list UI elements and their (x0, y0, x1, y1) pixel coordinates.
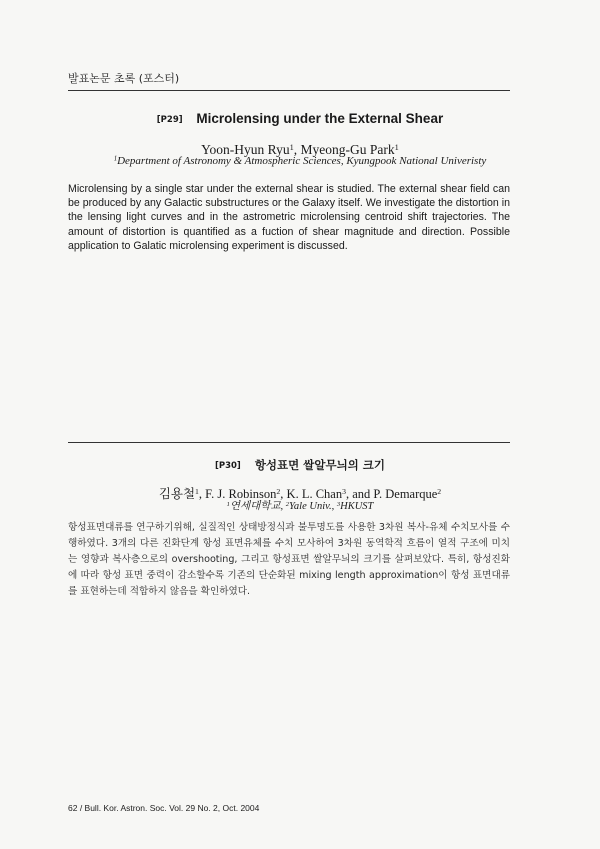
author-name: F. J. Robinson (205, 487, 277, 501)
abstract-title: Microlensing under the External Shear (196, 111, 444, 126)
affiliation-marker: 1 (113, 155, 118, 163)
affiliation-list (0, 498, 600, 513)
author-separator: , (293, 142, 301, 157)
section-divider (68, 442, 510, 443)
author-affil-marker: 1 (195, 487, 199, 497)
author-name: K. L. Chan (286, 487, 343, 501)
author-name: P. Demarque (373, 487, 438, 501)
author-affil-marker: 1 (289, 142, 294, 152)
affiliation-list (0, 155, 600, 167)
author-affil-marker: 3 (342, 487, 346, 497)
affiliation-separator: , (280, 501, 286, 512)
abstract-code: [P29] (156, 115, 183, 125)
abstract-p29-title-line (0, 111, 600, 126)
affiliation-separator: , (331, 501, 337, 512)
affiliation-name: Yale Univ. (289, 501, 332, 512)
abstract-p30-title-line (0, 457, 600, 473)
affiliation-name: Department of Astronomy & Atmospheric Sciences, Kyungpook National Univeristy (117, 155, 487, 167)
page-footer: 62 / Bull. Kor. Astron. Soc. Vol. 29 No. 2, Oct. 2004 (68, 803, 260, 813)
author-name: 김용철 (158, 487, 196, 501)
affiliation-marker: 2 (285, 500, 290, 508)
affiliation-name: HKUST (340, 501, 374, 512)
author-separator: , (198, 487, 206, 501)
author-affil-marker: 1 (394, 142, 399, 152)
affiliation-name: 연세대학교 (229, 501, 281, 512)
author-name: Myeong-Gu Park (300, 142, 395, 157)
section-header: 발표논문 초록 (포스터) (68, 72, 180, 85)
author-separator: , and (345, 487, 374, 501)
author-affil-marker: 2 (276, 487, 281, 497)
author-affil-marker: 2 (437, 487, 442, 497)
affiliation-marker: 3 (336, 500, 341, 508)
author-name: Yoon-Hyun Ryu (201, 142, 290, 157)
abstract-code: [P30] (214, 461, 241, 471)
top-divider (68, 90, 510, 91)
abstract-body: Microlensing by a single star under the external shear is studied. The external shear field can be produced by any Galactic substructures or the Galaxy itself. We investigate the distortion in the lensing light curves and in the astrometric microlensing centroid shift trajectories. The amount of distortion is quantified as a fuction of shear magnitude and direction. Possible application to Galatic microlensing experiment is discussed. (68, 183, 510, 252)
author-separator: , (280, 487, 287, 501)
abstract-body: 항성표면대류를 연구하기위해, 실질적인 상태방정식과 불투명도를 사용한 3차원 복사-유체 수치모사를 수행하였다. 3개의 다른 진화단계 항성 표면유체를 수치 모사하여 3차원 동역학적 흐름이 열적 구조에 미치는 영향과 복사층으로의 overshooting, 그리고 항성표면 쌀알무늬의 크기를 살펴보았다. 특히, 항성진화에 따라 항성 표면 중력이 감소할수록 기존의 단순화된 mixing length approximation이 항성 표면대류를 표현하는데 적합하지 않음을 확인하였다. (68, 522, 510, 597)
affiliation-marker: 1 (226, 500, 230, 508)
abstract-title: 항성표면 쌀알무늬의 크기 (254, 458, 386, 472)
